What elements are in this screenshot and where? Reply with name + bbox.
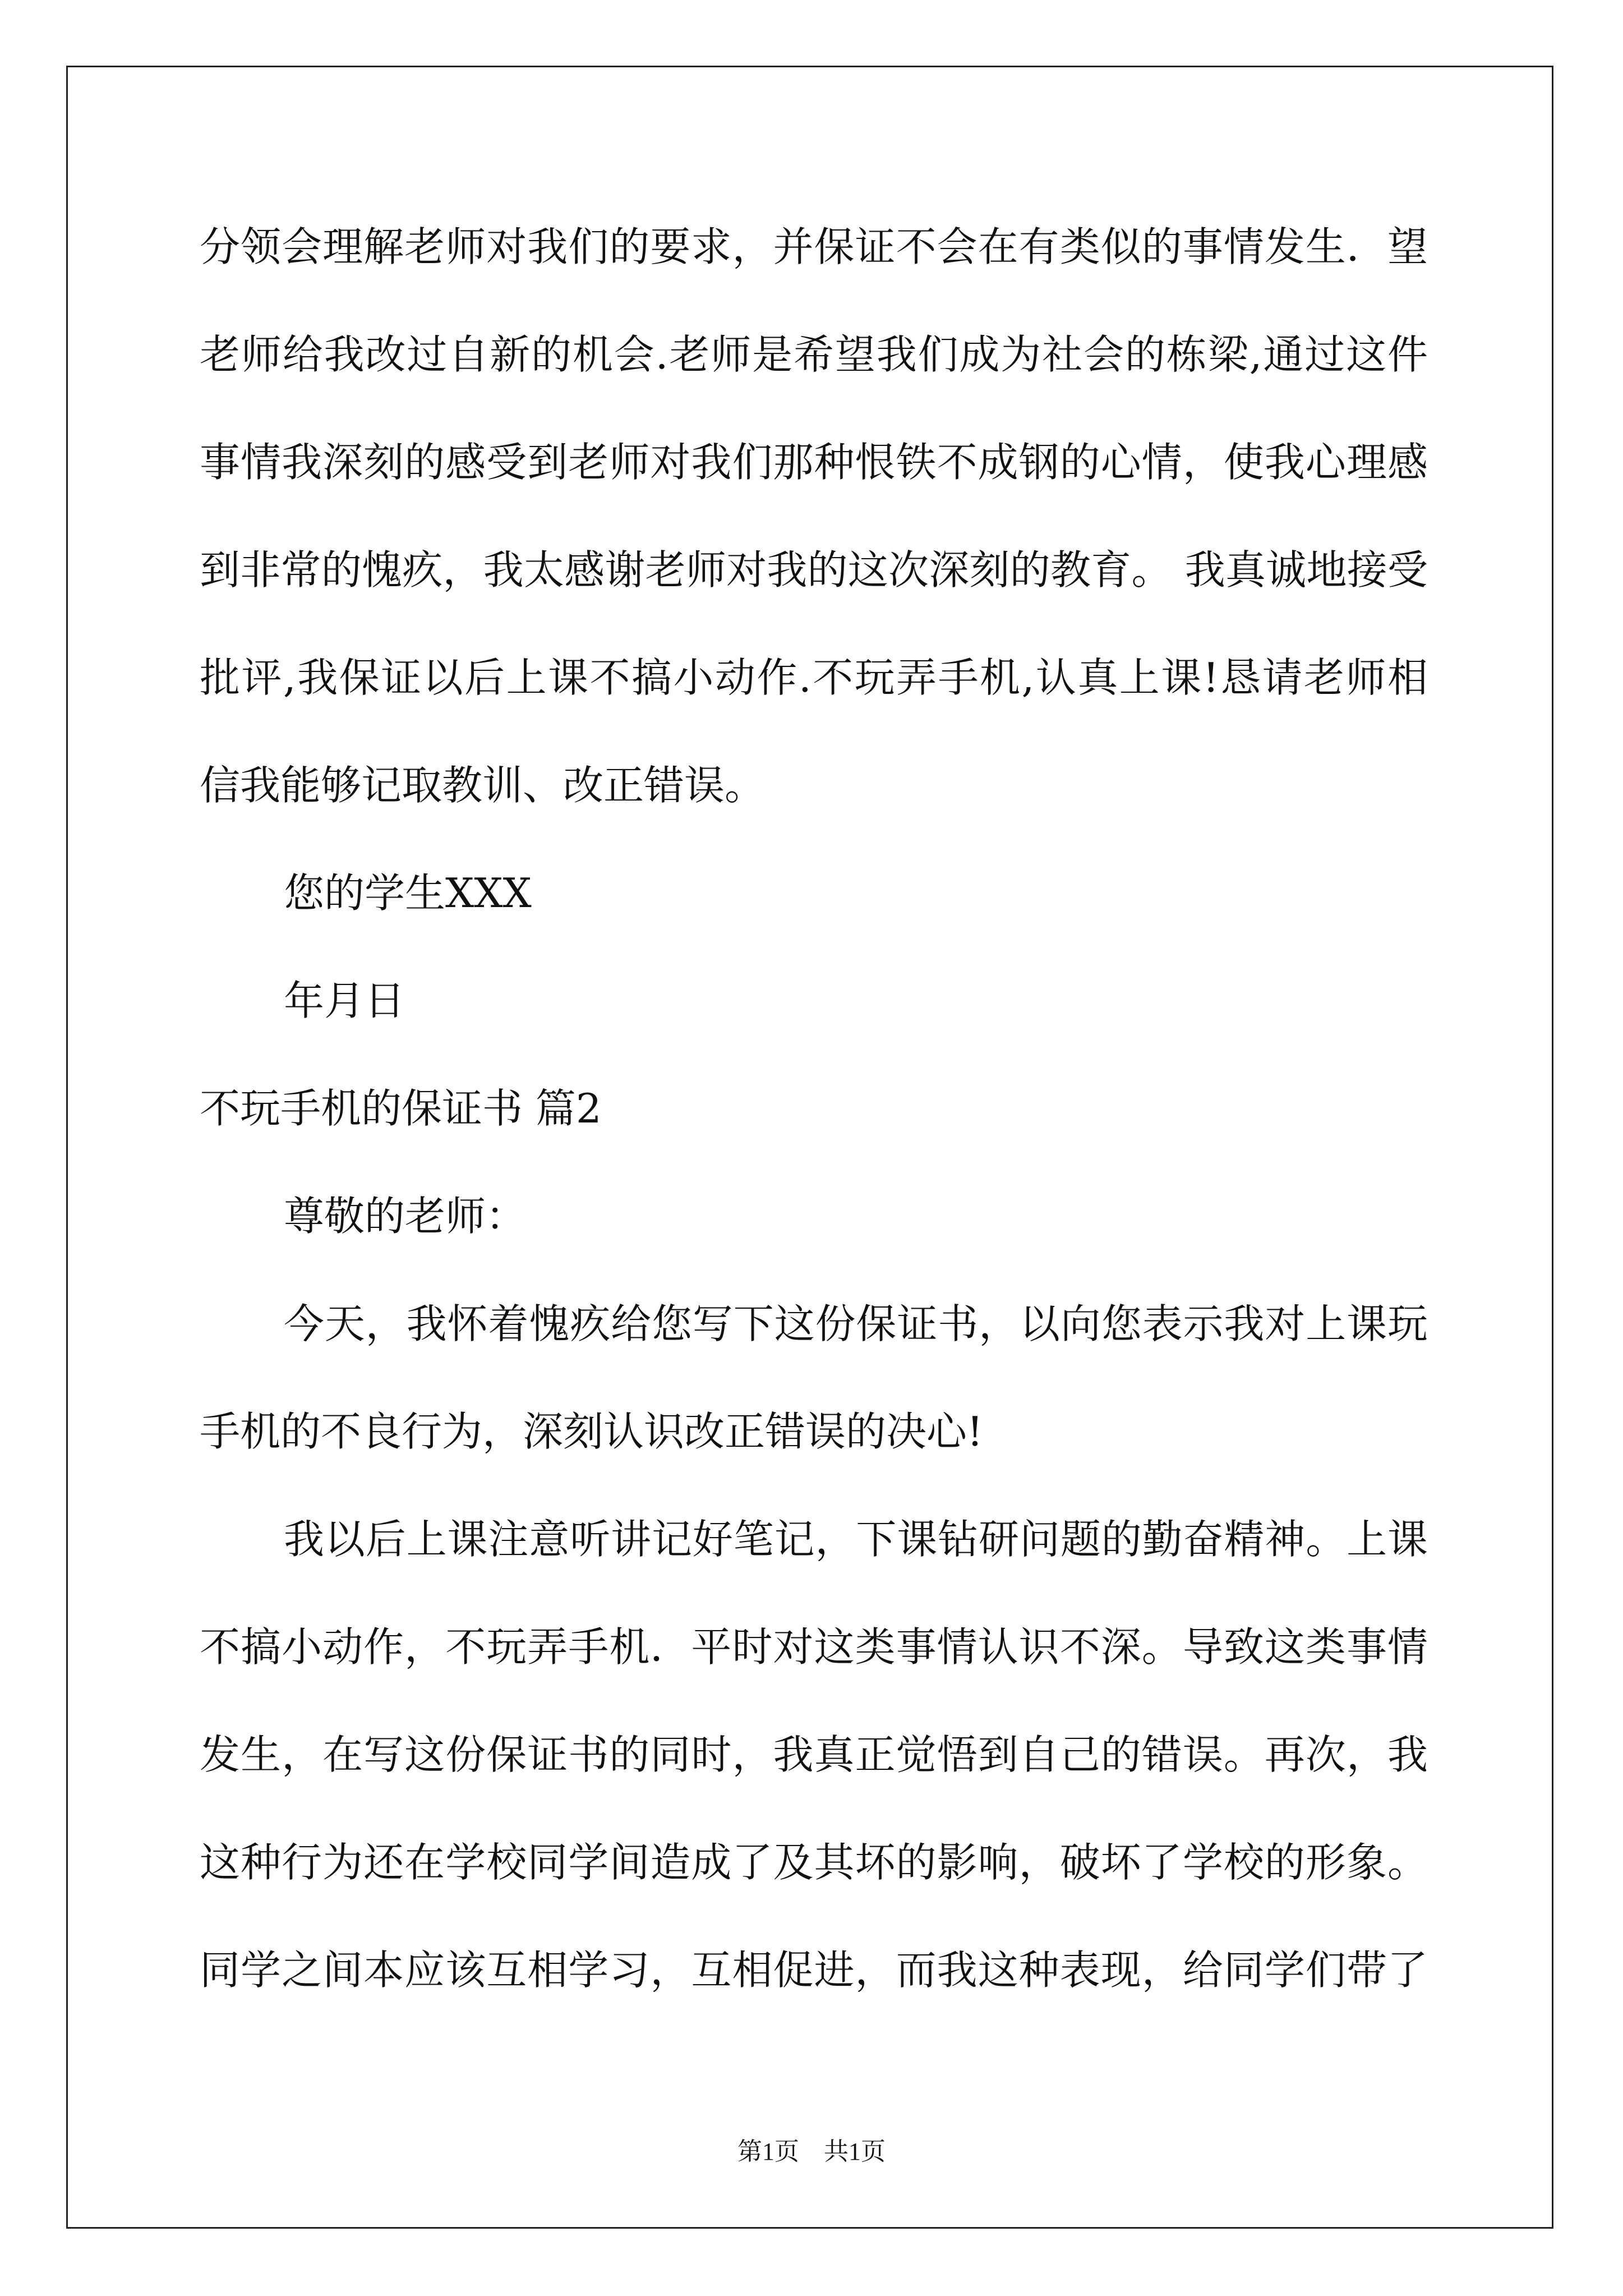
text-line: 我以后上课注意听讲记好笔记，下课钻研问题的勤奋精神。上课 (284, 1516, 1428, 1563)
date-line: 年月日 (284, 977, 405, 1024)
section-heading: 不玩手机的保证书 篇2 (200, 1085, 602, 1132)
page-number: 第1页 共1页 (737, 2138, 886, 2165)
signature-line: 您的学生XXX (284, 869, 532, 917)
text-line: 批评,我保证以后上课不搞小动作.不玩弄手机,认真上课!恳请老师相 (200, 654, 1428, 701)
text-line: 手机的不良行为，深刻认识改正错误的决心! (200, 1408, 983, 1455)
text-line: 这种行为还在学校同学间造成了及其坏的影响，破坏了学校的形象。 (200, 1839, 1428, 1886)
text-line: 不搞小动作，不玩弄手机．平时对这类事情认识不深。导致这类事情 (200, 1623, 1428, 1671)
text-line: 信我能够记取教训、改正错误。 (200, 762, 766, 809)
text-line: 今天，我怀着愧疚给您写下这份保证书，以向您表示我对上课玩 (284, 1300, 1428, 1347)
text-line: 同学之间本应该互相学习，互相促进，而我这种表现，给同学们带了 (200, 1947, 1428, 1994)
salutation: 尊敬的老师： (284, 1193, 527, 1240)
text-line: 分领会理解老师对我们的要求，并保证不会在有类似的事情发生．望 (200, 223, 1428, 270)
text-line: 老师给我改过自新的机会.老师是希望我们成为社会的栋梁,通过这件 (200, 331, 1428, 378)
text-line: 到非常的愧疚，我太感谢老师对我的这次深刻的教育。 我真诚地接受 (200, 546, 1428, 593)
text-line: 发生，在写这份保证书的同时，我真正觉悟到自己的错误。再次，我 (200, 1731, 1428, 1778)
text-line: 事情我深刻的感受到老师对我们那种恨铁不成钢的心情，使我心理感 (200, 439, 1428, 486)
page-border (66, 66, 1553, 2229)
